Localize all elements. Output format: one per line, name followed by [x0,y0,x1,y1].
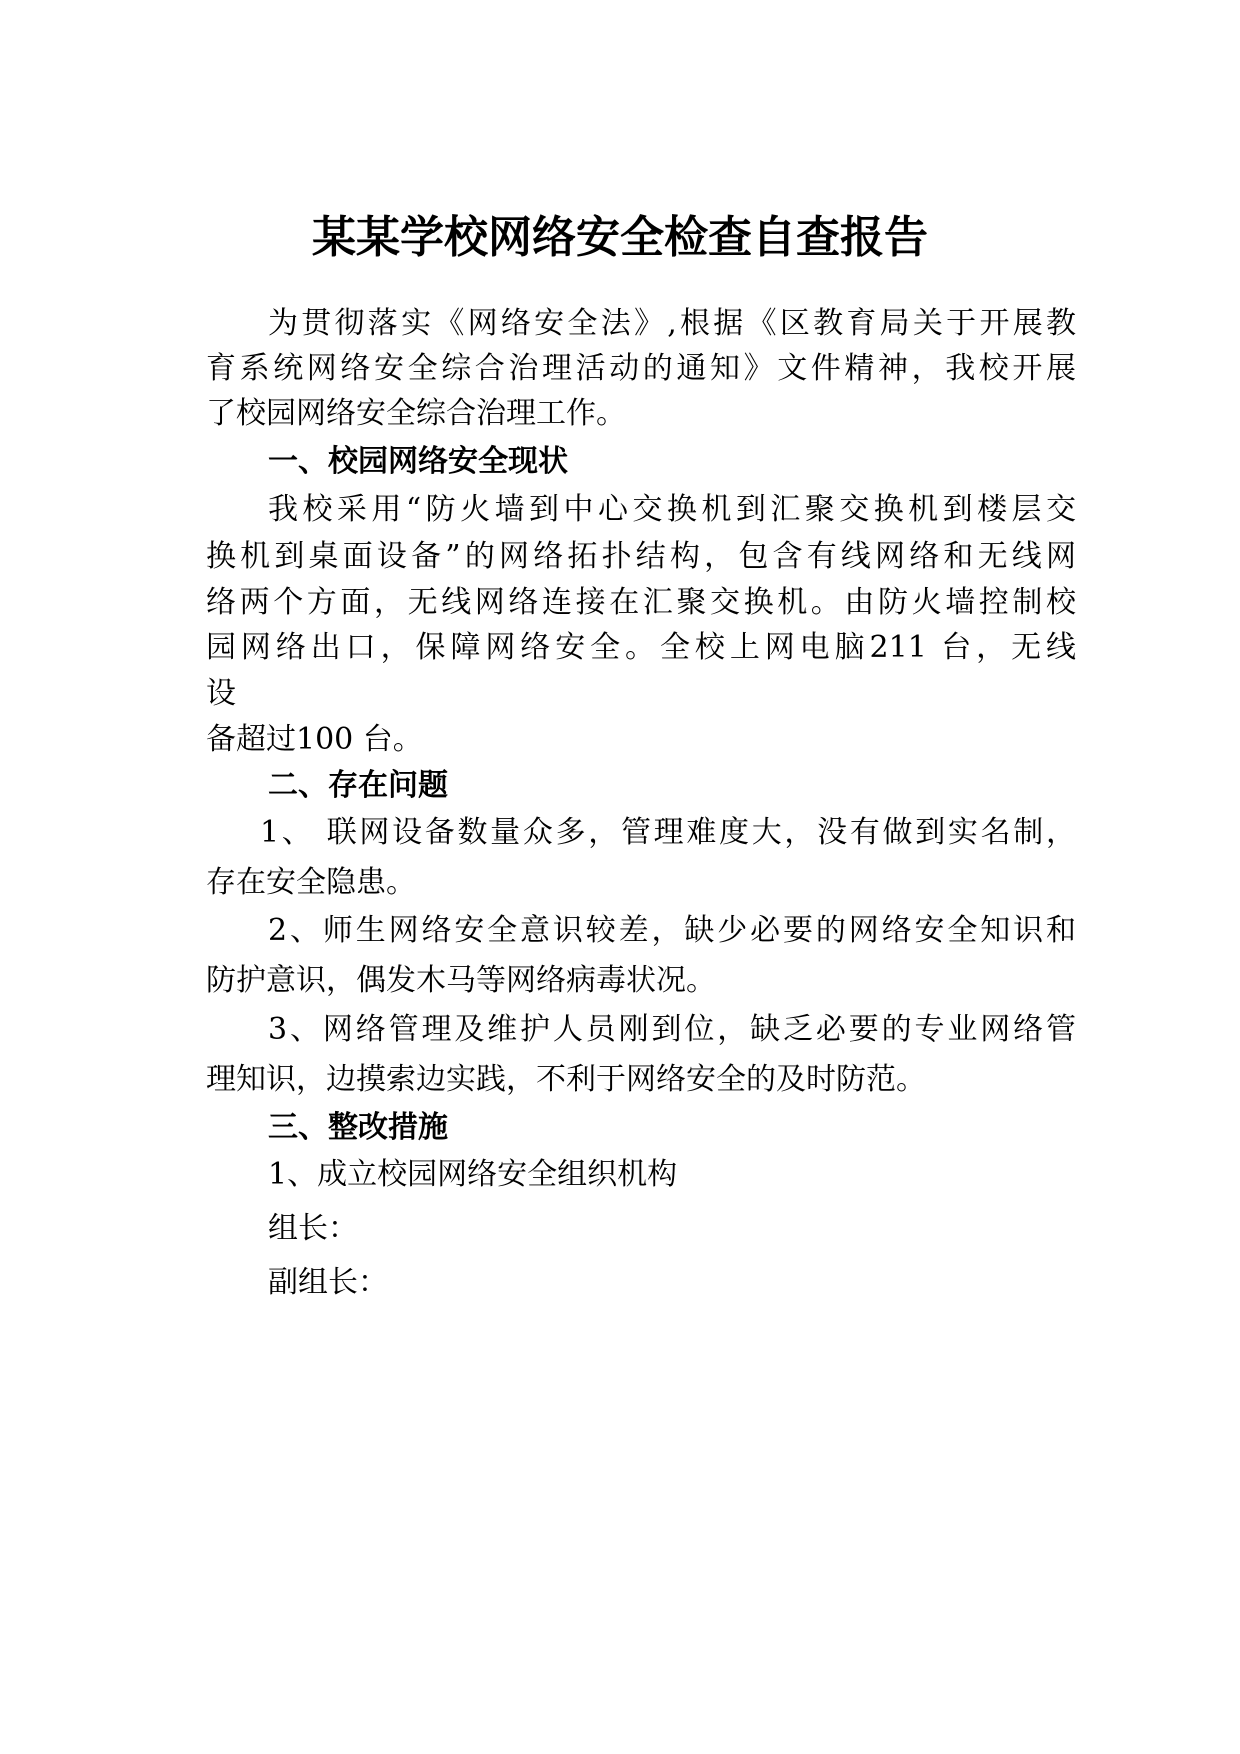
intro-line-1: 为贯彻落实《网络安全法》,根据《区教育局关于开展教 [268,306,1076,341]
measure-1: 1、成立校园网络安全组织机构 [268,1157,678,1192]
section-3-heading: 三、整改措施 [268,1110,448,1145]
issue-3-line-1: 3、网络管理及维护人员刚到位，缺乏必要的专业网络管 [268,1012,1076,1047]
issue-2-line-2: 防护意识，偶发木马等网络病毒状况。 [206,963,716,998]
intro-line-3: 了校园网络安全综合治理工作。 [206,396,626,431]
issue-1-line-2: 存在安全隐患。 [206,865,416,900]
deputy-leader-label: 副组长： [268,1265,388,1300]
section-1-line-1: 我校采用“防火墙到中心交换机到汇聚交换机到楼层交 [268,492,1076,527]
document-title: 某某学校网络安全检查自查报告 [312,212,928,263]
section-1-line-5: 设 [206,676,236,711]
issue-1-line-1: 1、 联网设备数量众多，管理难度大，没有做到实名制， [260,815,1076,850]
section-1-line-3: 络两个方面，无线网络连接在汇聚交换机。由防火墙控制校 [206,585,1076,620]
section-1-heading: 一、校园网络安全现状 [268,444,568,479]
section-1-line-4: 园网络出口，保障网络安全。全校上网电脑211 台，无线 [206,630,1076,665]
intro-line-2: 育系统网络安全综合治理活动的通知》文件精神，我校开展 [206,351,1076,386]
issue-3-line-2: 理知识，边摸索边实践，不利于网络安全的及时防范。 [206,1062,926,1097]
section-1-line-2: 换机到桌面设备”的网络拓扑结构，包含有线网络和无线网 [206,539,1076,574]
issue-2-line-1: 2、师生网络安全意识较差，缺少必要的网络安全知识和 [268,913,1076,948]
section-2-heading: 二、存在问题 [268,768,448,803]
leader-label: 组长： [268,1211,358,1246]
section-1-line-6: 备超过100 台。 [206,722,423,757]
